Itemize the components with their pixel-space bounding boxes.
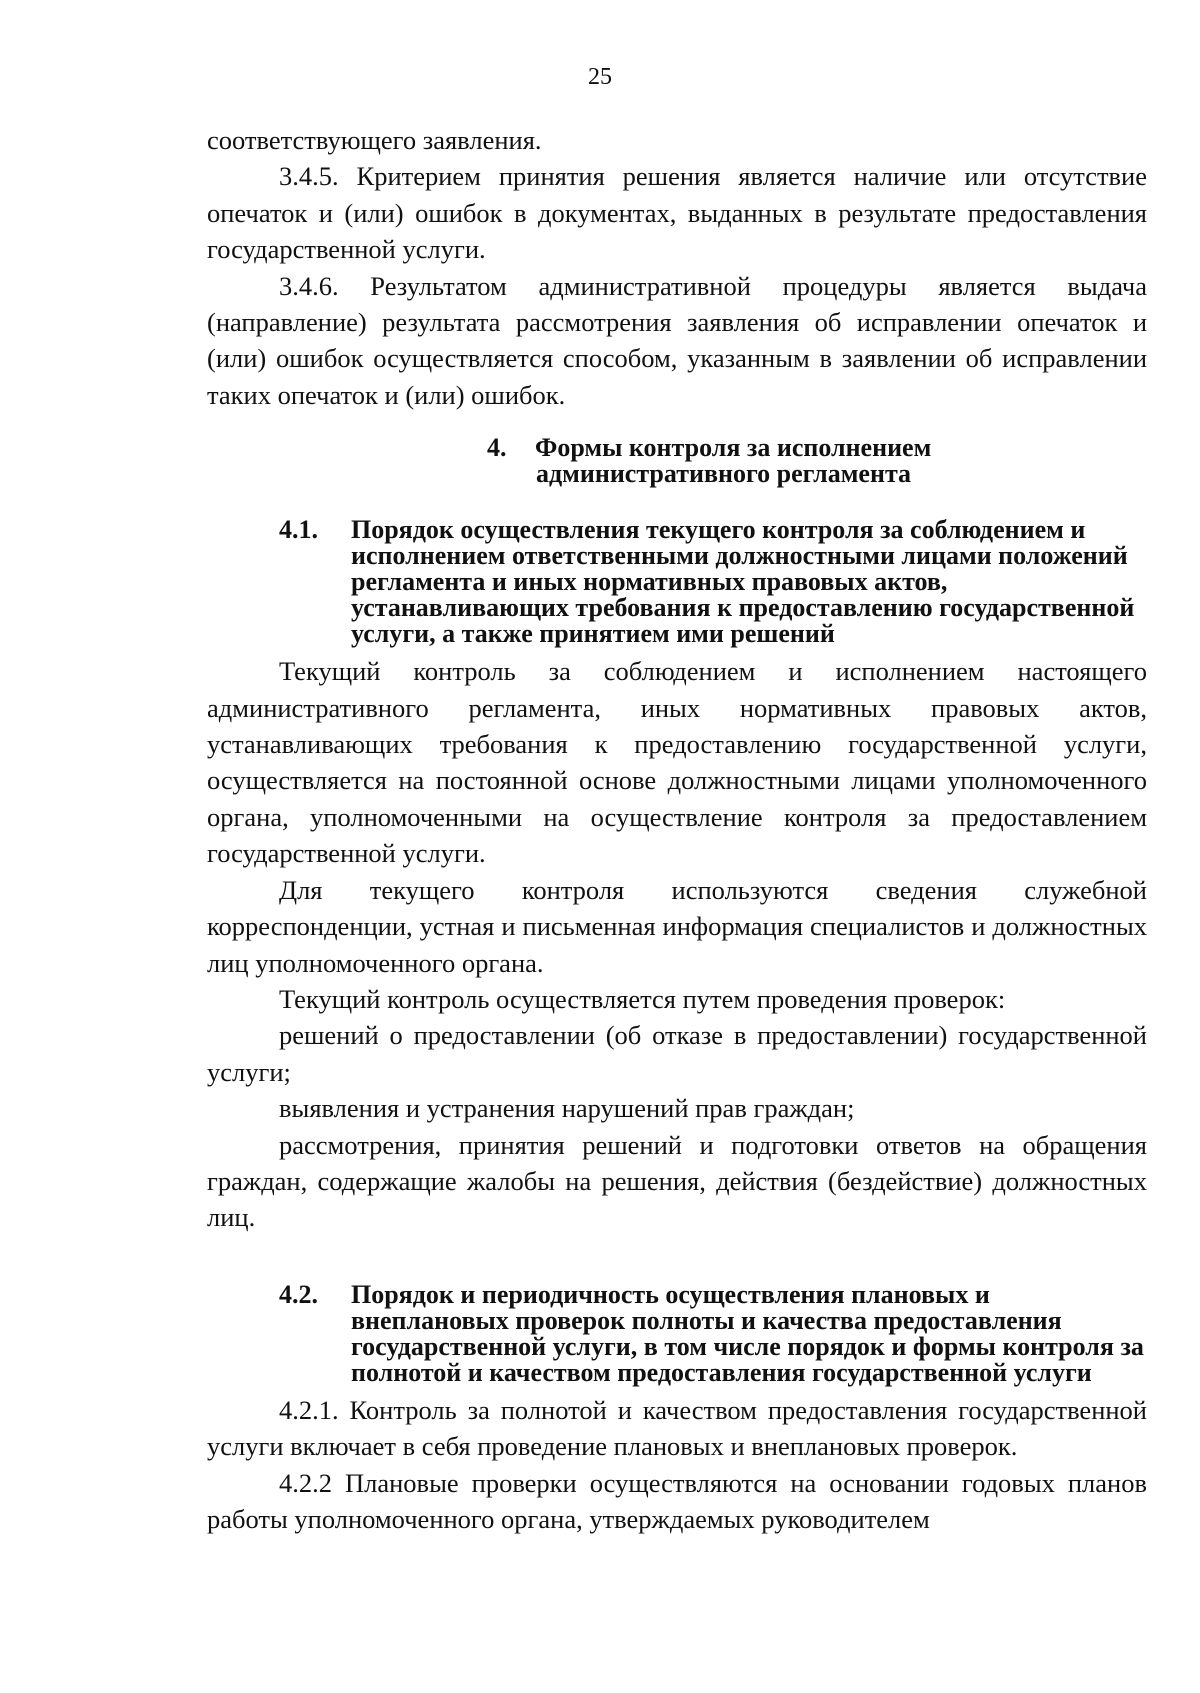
subsection-4-1-heading (207, 517, 1147, 647)
paragraph: выявления и устранения нарушений прав граждан; (279, 1093, 855, 1124)
section-title-line2: административного регламента (536, 459, 912, 489)
paragraph: решений о предоставлении (об отказе в предоставлении) государственной услуги; (207, 1020, 1147, 1087)
section-4-heading (207, 435, 1147, 487)
page-number: 25 (588, 64, 612, 90)
subsection-title: Порядок и периодичность осуществления плановых и внеплановых проверок полноты и качества предоставления государственной услуги, в том числе порядок и формы контроля за полнотой и качеством предоставления государственной услуги (351, 1279, 1144, 1387)
paragraph: соответствующего заявления. (207, 125, 542, 155)
subsection-4-2-heading (207, 1279, 1147, 1387)
paragraph-3-4-5: 3.4.5. Критерием принятия решения является наличие или отсутствие опечаток и (или) ошибок в документах, выданных в результате предоставления государственной услуги. (207, 161, 1147, 265)
subsection-number: 4.1. (279, 515, 318, 545)
paragraph: рассмотрения, принятия решений и подготовки ответов на обращения граждан, содержащие жалобы на решения, действия (бездействие) должностных лиц. (207, 1129, 1147, 1233)
section-number: 4. (487, 433, 507, 463)
paragraph-3-4-6: 3.4.6. Результатом административной процедуры является выдача (направление) результата рассмотрения заявления об исправлении опечаток и (или) ошибок осуществляется способом, указанным в заявлении об исправлении таких опечаток и (или) ошибок. (207, 270, 1147, 410)
section-title-line1: Формы контроля за исполнением (535, 433, 932, 463)
subsection-title: Порядок осуществления текущего контроля за соблюдением и исполнением ответственными должностными лицами положений регламента и иных нормативных правовых актов, устанавливающих требования к предоставлению государственной услуги, а также принятием ими решений (351, 515, 1135, 649)
paragraph-4-2-1: 4.2.1. Контроль за полнотой и качеством предоставления государственной услуги включает в себя проведение плановых и внеплановых проверок. (207, 1394, 1147, 1462)
paragraph: Текущий контроль осуществляется путем проведения проверок: (279, 983, 1006, 1014)
paragraph: Для текущего контроля используются сведения служебной корреспонденции, устная и письменная информация специалистов и должностных лиц уполномоченного органа. (207, 874, 1147, 978)
paragraph: Текущий контроль за соблюдением и исполнением настоящего административного регламента, иных нормативных правовых актов, устанавливающих требования к предоставлению государственной услуги, осуществляется на постоянной основе должностными лицами уполномоченного органа, уполномоченными на осуществление контроля за предоставлением государственной услуги. (207, 656, 1147, 869)
subsection-number: 4.2. (279, 1279, 318, 1309)
document-body (207, 122, 1147, 1537)
paragraph-4-2-2: 4.2.2 Плановые проверки осуществляются на основании годовых планов работы уполномоченного органа, утверждаемых руководителем (207, 1467, 1147, 1534)
